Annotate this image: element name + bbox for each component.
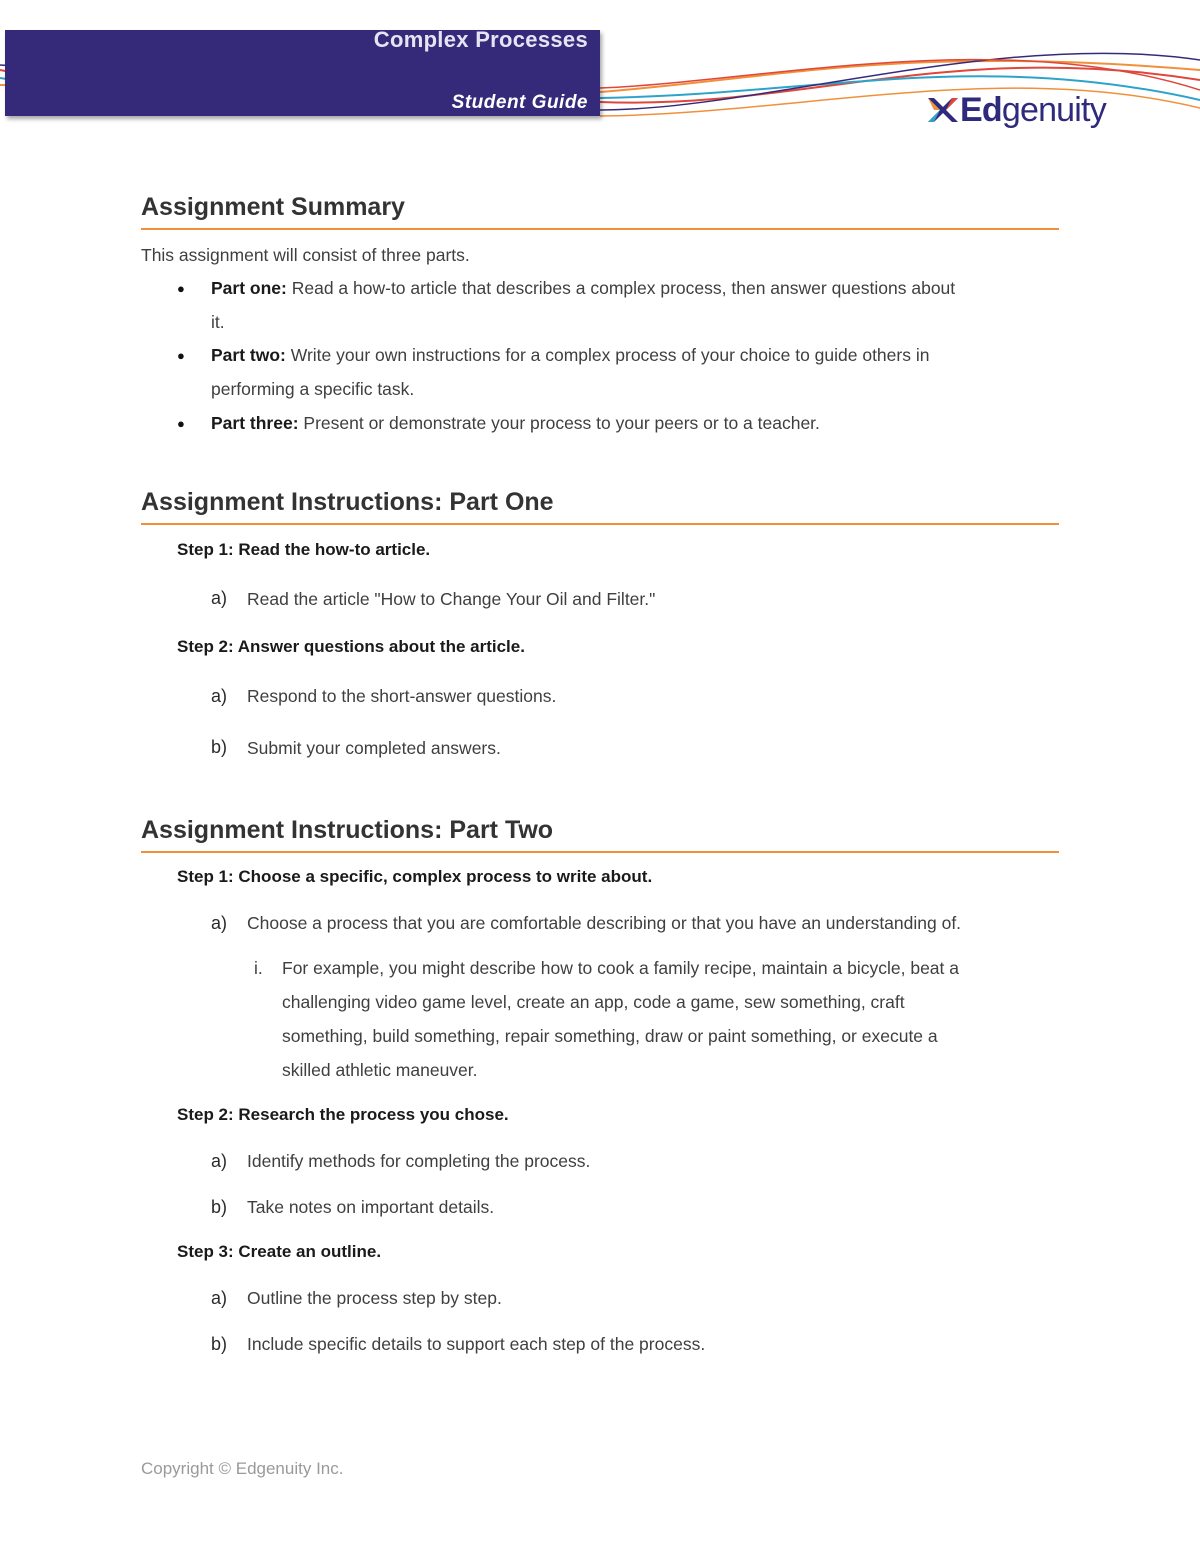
list-letter: b) [211,737,228,757]
list-letter: b) [211,1197,228,1217]
summary-part-one-cont: it. [211,312,225,332]
document-title: Complex Processes [373,30,588,52]
edgenuity-logo [926,90,1106,130]
summary-part-two-cont: performing a specific task. [211,379,415,399]
part-one-step-2: Step 2: Answer questions about the article. [177,637,525,656]
summary-intro: This assignment will consist of three parts. [141,245,470,265]
list-item: Choose a process that you are comfortable describing or that you have an understanding of. [247,913,962,933]
part-one-step-1: Step 1: Read the how-to article. [177,540,431,559]
summary-part-three: Part three: Present or demonstrate your process to your peers or to a teacher. [211,413,820,433]
list-letter: a) [211,588,228,608]
summary-heading: Assignment Summary [141,193,1059,230]
example-line-4: skilled athletic maneuver. [282,1060,478,1080]
part-two-step-2: Step 2: Research the process you chose. [177,1105,509,1124]
list-item: Identify methods for completing the process. [247,1151,591,1171]
example-line-1: For example, you might describe how to cook a family recipe, maintain a bicycle, beat a [282,958,959,978]
list-letter: a) [211,1151,228,1171]
bullet-icon: ● [177,348,185,363]
logo-text-b: genuity [1001,91,1106,129]
list-letter: a) [211,686,228,706]
logo-x-icon [926,94,958,126]
list-letter: b) [211,1334,228,1354]
bullet-icon: ● [177,416,185,431]
bullet-icon: ● [177,281,185,296]
example-line-2: challenging video game level, create an app, code a game, sew something, craft [282,992,905,1012]
list-item: Respond to the short-answer questions. [247,686,557,706]
list-item: Outline the process step by step. [247,1288,502,1308]
document-subtitle: Student Guide [451,92,588,113]
list-item: Read the article "How to Change Your Oil and Filter." [247,589,656,609]
header-banner [5,30,600,116]
part-two-heading: Assignment Instructions: Part Two [141,816,1059,853]
summary-part-one: Part one: Read a how-to article that describes a complex process, then answer questions about [211,278,956,298]
list-letter: a) [211,1288,228,1308]
logo-text-a: Ed [960,91,1002,129]
part-two-step-1: Step 1: Choose a specific, complex process to write about. [177,867,653,886]
part-one-heading: Assignment Instructions: Part One [141,488,1059,525]
list-item: Take notes on important details. [247,1197,495,1217]
list-letter: a) [211,913,228,933]
list-item: Include specific details to support each step of the process. [247,1334,706,1354]
list-item: Submit your completed answers. [247,738,501,758]
part-two-step-3: Step 3: Create an outline. [177,1242,382,1261]
copyright-footer: Copyright © Edgenuity Inc. [141,1459,344,1478]
summary-part-two: Part two: Write your own instructions for a complex process of your choice to guide others in [211,345,930,365]
list-numeral: i. [254,958,263,978]
example-line-3: something, build something, repair something, draw or paint something, or execute a [282,1026,938,1046]
